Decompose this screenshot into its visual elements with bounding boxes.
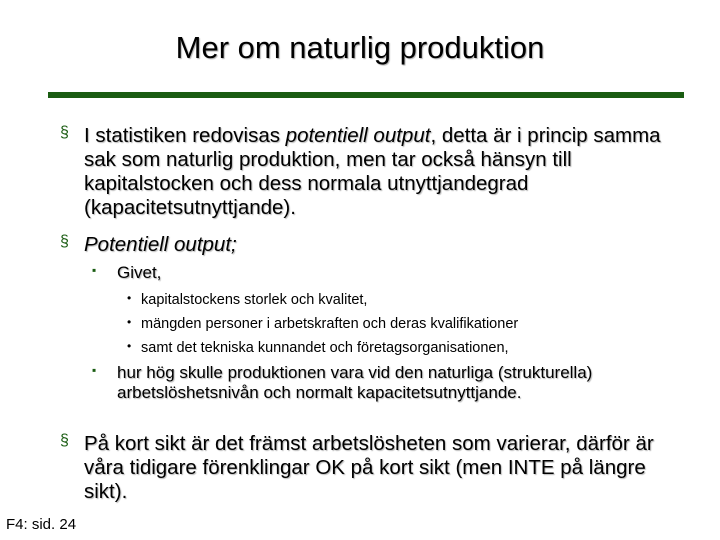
sub-bullet-marker: ▪ <box>92 263 97 277</box>
sub-bullet-text: hur hög skulle produktionen vara vid den naturliga (strukturella) arbetslöshetsnivån och normalt kapacitetsutnyttjande. <box>117 363 593 402</box>
slide-footer: F4: sid. 24 <box>6 516 77 533</box>
bullet-marker: § <box>60 432 69 449</box>
bullet-text: På kort sikt är det främst arbetslösheten som varierar, därför är våra tidigare förenklingar OK på kort sikt (men INTE på längre sikt). <box>84 432 654 503</box>
sub-sub-bullet-text: kapitalstockens storlek och kvalitet, <box>141 292 368 308</box>
sub-sub-bullet-text: mängden personer i arbetskraften och deras kvalifikationer <box>141 316 519 332</box>
bullet-marker: § <box>60 124 69 141</box>
dot-marker: • <box>127 339 132 353</box>
sub-sub-bullet-text: samt det tekniska kunnandet och företagsorganisationen, <box>141 340 509 356</box>
bullet-text: I statistiken redovisas potentiell output, detta är i princip samma sak som naturlig produktion, men tar också hänsyn till kapitalstocken och dess normala utnyttjandegrad (kapacitetsutnyttjande). <box>84 124 661 219</box>
slide-title: Mer om naturlig produktion <box>175 30 545 65</box>
bullet-text: Potentiell output; <box>84 233 237 256</box>
sub-bullet-text: Givet, <box>117 263 162 282</box>
dot-marker: • <box>127 315 132 329</box>
dot-marker: • <box>127 291 132 305</box>
sub-bullet-marker: ▪ <box>92 363 97 377</box>
bullet-marker: § <box>60 233 69 250</box>
title-rule <box>48 92 684 98</box>
